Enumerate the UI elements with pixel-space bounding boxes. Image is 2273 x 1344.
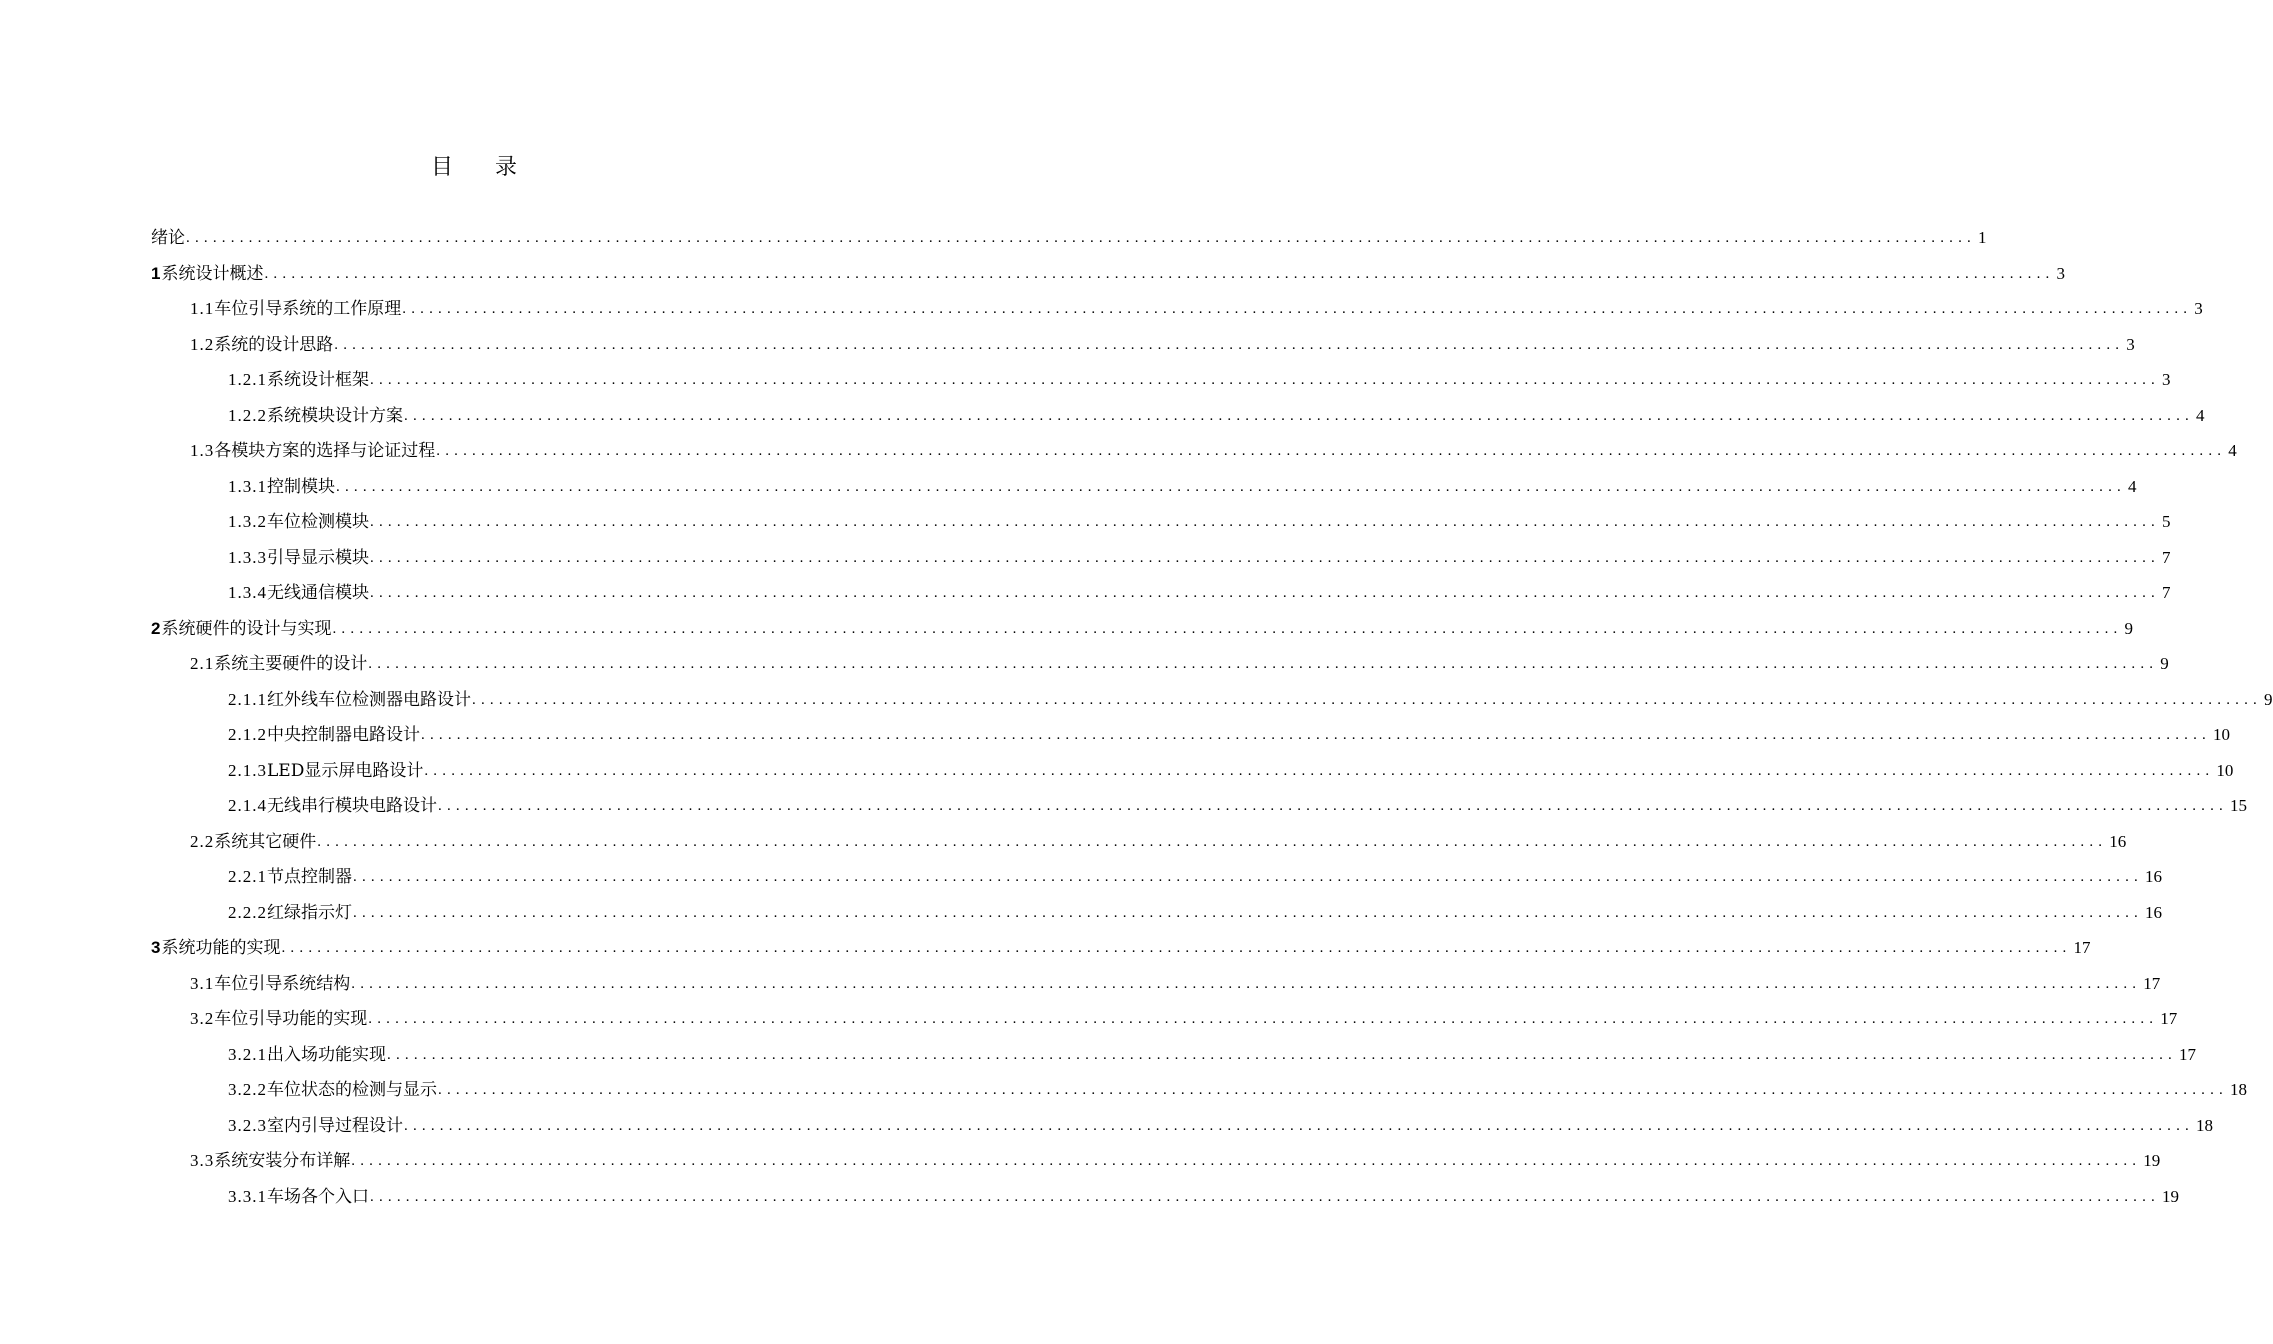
- toc-entry[interactable]: [228, 719, 2230, 751]
- toc-entry-leader-dots: ........................................................................................................................................................................................................: [387, 1046, 2177, 1063]
- toc-entry-leader-dots: ........................................................................................................................................................................................................: [438, 1082, 2228, 1098]
- toc-entry-leader-dots: ........................................................................................................................................................................................................: [264, 265, 2055, 282]
- toc-entry-leader-dots: ........................................................................................................................................................................................................: [404, 407, 2194, 424]
- toc-entry[interactable]: [190, 968, 2161, 1000]
- toc-entry-number: 1.3.3: [228, 547, 267, 567]
- toc-entry-page-number: 17: [2143, 973, 2161, 993]
- toc-entry-number: 3.2.2: [228, 1080, 267, 1099]
- toc-entry-title: 室内引导过程设计: [267, 1115, 403, 1136]
- toc-entry-title: 系统安装分布详解: [214, 1151, 351, 1171]
- toc-entry[interactable]: [228, 1039, 2196, 1071]
- toc-entry-leader-dots: ........................................................................................................................................................................................................: [351, 975, 2142, 992]
- toc-entry-title: 车位引导功能的实现: [214, 1009, 368, 1029]
- toc-entry-page-number: 19: [2143, 1151, 2161, 1170]
- toc-entry-page-number: 9: [2264, 689, 2273, 709]
- toc-entry-number: 3.2: [190, 1009, 215, 1028]
- toc-entry-number: 1.3: [190, 441, 215, 460]
- toc-entry-leader-dots: ........................................................................................................................................................................................................: [370, 585, 2160, 601]
- toc-entry-leader-dots: ........................................................................................................................................................................................................: [370, 1188, 2160, 1205]
- toc-entry[interactable]: [190, 329, 2135, 361]
- toc-entry-title: 绪论: [151, 228, 185, 248]
- toc-entry-title: 无线串行模块电路设计: [267, 796, 437, 816]
- toc-entry-page-number: 19: [2162, 1186, 2179, 1206]
- toc-entry-page-number: 17: [2179, 1044, 2196, 1064]
- toc-entry-number: 3: [151, 938, 162, 957]
- toc-entry-page-number: 9: [2124, 618, 2133, 638]
- toc-entry-leader-dots: ........................................................................................................................................................................................................: [402, 301, 2193, 317]
- toc-entry-leader-dots: ........................................................................................................................................................................................................: [351, 1153, 2142, 1169]
- toc-entry-leader-dots: ........................................................................................................................................................................................................: [353, 904, 2143, 921]
- toc-entry-leader-dots: ........................................................................................................................................................................................................: [404, 1117, 2194, 1134]
- toc-entry-leader-dots: ........................................................................................................................................................................................................: [368, 656, 2159, 672]
- toc-entry-page-number: 10: [2213, 725, 2230, 744]
- toc-entry-title: 各模块方案的选择与论证过程: [214, 441, 436, 461]
- toc-entry-page-number: 1: [1978, 228, 1987, 247]
- toc-entry[interactable]: [228, 364, 2171, 396]
- toc-entry-number: 2.1.3: [228, 760, 267, 780]
- toc-entry[interactable]: [190, 648, 2169, 680]
- toc-entry-title: 系统主要硬件的设计: [214, 654, 368, 674]
- toc-entry-leader-dots: ........................................................................................................................................................................................................: [368, 1011, 2159, 1027]
- toc-entry-number: 2.1: [190, 654, 215, 673]
- toc-entry[interactable]: [228, 542, 2171, 574]
- toc-entry-page-number: 4: [2228, 441, 2237, 460]
- toc-entry[interactable]: [228, 861, 2162, 893]
- toc-entry-page-number: 3: [2056, 263, 2065, 283]
- toc-entry-leader-dots: ........................................................................................................................................................................................................: [438, 798, 2228, 814]
- toc-entry-number: 3.1: [190, 973, 215, 993]
- toc-entry-number: 2.2.1: [228, 867, 267, 886]
- toc-entry-number: 3.3.1: [228, 1186, 267, 1206]
- toc-entry[interactable]: [228, 471, 2137, 503]
- toc-entry-leader-dots: ........................................................................................................................................................................................................: [334, 336, 2125, 353]
- toc-entry-leader-dots: ........................................................................................................................................................................................................: [472, 691, 2262, 708]
- toc-entry-title: 车位引导系统结构: [214, 973, 351, 994]
- toc-entry-title: 红绿指示灯: [267, 902, 352, 923]
- toc-entry-leader-dots: ........................................................................................................................................................................................................: [186, 230, 1976, 246]
- toc-entry-page-number: 4: [2196, 405, 2205, 425]
- toc-entry-title: 中央控制器电路设计: [267, 725, 420, 745]
- toc-entry-page-number: 3: [2194, 299, 2203, 318]
- toc-entry-title: 系统硬件的设计与实现: [161, 618, 332, 639]
- toc-entry-page-number: 17: [2160, 1009, 2178, 1028]
- toc-entry-leader-dots: ........................................................................................................................................................................................................: [317, 833, 2108, 850]
- toc-entry-title: LED显示屏电路设计: [267, 760, 424, 781]
- toc-entry-page-number: 3: [2162, 370, 2171, 389]
- toc-entry-page-number: 15: [2230, 796, 2247, 815]
- toc-entry-number: 2.2: [190, 831, 215, 851]
- toc-entry[interactable]: [228, 755, 2234, 787]
- toc-entry[interactable]: [228, 790, 2247, 822]
- toc-entry[interactable]: [190, 826, 2127, 858]
- page-title-part1: 目: [430, 155, 455, 180]
- toc-entry-leader-dots: ........................................................................................................................................................................................................: [370, 514, 2160, 530]
- toc-entry[interactable]: [228, 506, 2171, 538]
- toc-entry-number: 3.2.1: [228, 1044, 267, 1064]
- toc-entry-number: 2.1.4: [228, 796, 267, 815]
- toc-entry[interactable]: [190, 1145, 2161, 1177]
- toc-entry-leader-dots: ........................................................................................................................................................................................................: [424, 762, 2215, 779]
- toc-entry-number: 2.1.2: [228, 725, 267, 744]
- toc-entry-title: 车位引导系统的工作原理: [214, 299, 402, 319]
- toc-entry-page-number: 16: [2145, 867, 2162, 886]
- toc-entry-title: 系统的设计思路: [214, 334, 334, 355]
- toc-entry-number: 1: [151, 263, 162, 283]
- toc-entry-page-number: 10: [2216, 760, 2234, 780]
- toc-entry-page-number: 18: [2196, 1115, 2213, 1135]
- toc-entry-page-number: 17: [2073, 938, 2091, 957]
- toc-entry-page-number: 16: [2145, 902, 2162, 922]
- page-title: [0, 150, 950, 181]
- toc-entry-number: 1.1: [190, 299, 215, 318]
- toc-entry-leader-dots: ........................................................................................................................................................................................................: [353, 869, 2143, 885]
- toc-entry-title: 控制模块: [267, 476, 335, 497]
- toc-entry[interactable]: [151, 613, 2133, 645]
- toc-entry-title: 红外线车位检测器电路设计: [267, 689, 471, 710]
- toc-entry[interactable]: [228, 897, 2162, 929]
- toc-entry[interactable]: [228, 1110, 2213, 1142]
- toc-entry-title: 引导显示模块: [267, 547, 369, 568]
- toc-entry-number: 1.3.4: [228, 583, 267, 602]
- toc-entry-number: 1.3.2: [228, 512, 267, 531]
- toc-entry[interactable]: [190, 1003, 2178, 1035]
- toc-entry-page-number: 7: [2162, 547, 2171, 567]
- toc-entry-title: 系统模块设计方案: [267, 405, 403, 426]
- toc-entry-title: 系统设计概述: [161, 263, 264, 284]
- toc-entry-title: 系统设计框架: [267, 370, 369, 390]
- toc-entry-leader-dots: ........................................................................................................................................................................................................: [370, 372, 2160, 388]
- toc-entry-leader-dots: ........................................................................................................................................................................................................: [281, 940, 2072, 956]
- toc-entry-title: 车场各个入口: [267, 1186, 369, 1207]
- toc-entry-page-number: 18: [2230, 1080, 2247, 1099]
- toc-entry[interactable]: [228, 1181, 2179, 1213]
- toc-entry-title: 系统其它硬件: [214, 831, 317, 852]
- toc-entry-number: 1.2: [190, 334, 215, 354]
- toc-entry[interactable]: [228, 577, 2171, 609]
- toc-entry-leader-dots: ........................................................................................................................................................................................................: [336, 478, 2126, 495]
- toc-entry-number: 1.2.2: [228, 405, 267, 425]
- toc-entry-title: 出入场功能实现: [267, 1044, 386, 1065]
- toc-entry-leader-dots: ........................................................................................................................................................................................................: [421, 727, 2211, 743]
- toc-entry-number: 3.3: [190, 1151, 215, 1170]
- page-title-part2: 录: [495, 155, 520, 180]
- toc-entry[interactable]: [190, 293, 2203, 325]
- toc-entry-page-number: 7: [2162, 583, 2171, 602]
- toc-entry[interactable]: [190, 435, 2237, 467]
- toc-entry-number: 2.1.1: [228, 689, 267, 709]
- toc-entry-title: 车位状态的检测与显示: [267, 1080, 437, 1100]
- toc-entry[interactable]: [228, 400, 2205, 432]
- toc-entry-page-number: 3: [2126, 334, 2135, 354]
- toc-entry-title: 节点控制器: [267, 867, 352, 887]
- toc-entry[interactable]: [151, 222, 1987, 254]
- toc-entry-title: 无线通信模块: [267, 583, 369, 603]
- toc-entry-page-number: 9: [2160, 654, 2169, 673]
- toc-entry-leader-dots: ........................................................................................................................................................................................................: [370, 549, 2160, 566]
- toc-entry[interactable]: [228, 1074, 2247, 1106]
- toc-entry-page-number: 16: [2109, 831, 2127, 851]
- toc-entry-title: 系统功能的实现: [161, 938, 281, 958]
- toc-entry-title: 车位检测模块: [267, 512, 369, 532]
- toc-entry-number: 1.2.1: [228, 370, 267, 389]
- toc-entry-leader-dots: ........................................................................................................................................................................................................: [332, 620, 2123, 637]
- toc-entry-page-number: 5: [2162, 512, 2171, 531]
- toc-entry[interactable]: [151, 258, 2065, 290]
- toc-entry-number: 2.2.2: [228, 902, 267, 922]
- toc-entry-number: 3.2.3: [228, 1115, 267, 1135]
- toc-entry-number: 1.3.1: [228, 476, 267, 496]
- toc-entry-number: 2: [151, 618, 162, 638]
- toc-entry[interactable]: [151, 932, 2091, 964]
- toc-entry-page-number: 4: [2128, 476, 2137, 496]
- toc-entry-leader-dots: ........................................................................................................................................................................................................: [436, 443, 2227, 459]
- toc-entry[interactable]: [228, 684, 2273, 716]
